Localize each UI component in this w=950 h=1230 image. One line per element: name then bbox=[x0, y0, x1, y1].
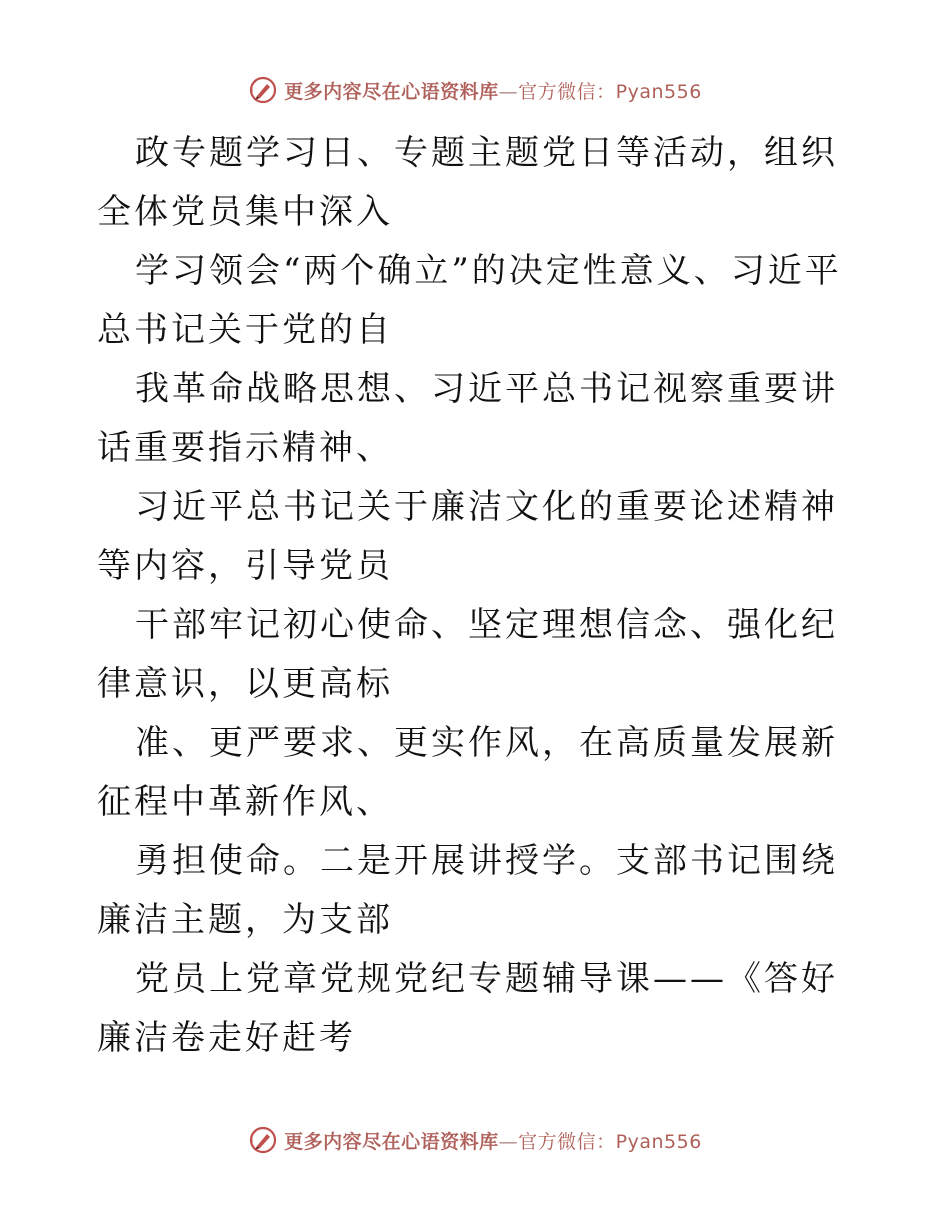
paragraph-3: 我革命战略思想、习近平总书记视察重要讲话重要指示精神、 bbox=[97, 369, 838, 468]
paragraph-8: 党员上党章党规党纪专题辅导课——《答好廉洁卷走好赶考 bbox=[97, 959, 838, 1058]
header-watermark-banner bbox=[0, 70, 950, 110]
pen-nib-logo-icon bbox=[248, 1125, 278, 1155]
document-body bbox=[97, 124, 857, 1068]
footer-watermark-banner bbox=[0, 1120, 950, 1160]
footer-separator: — bbox=[498, 1130, 519, 1153]
header-banner-text bbox=[284, 77, 702, 104]
footer-brand-text: 更多内容尽在心语资料库 bbox=[284, 1130, 499, 1153]
header-separator: — bbox=[498, 80, 519, 103]
paragraph-7: 勇担使命。二是开展讲授学。支部书记围绕廉洁主题，为支部 bbox=[97, 841, 838, 940]
header-contact-text: 官方微信：Pyan556 bbox=[518, 80, 702, 103]
footer-contact-text: 官方微信：Pyan556 bbox=[518, 1130, 702, 1153]
paragraph-5: 干部牢记初心使命、坚定理想信念、强化纪律意识，以更高标 bbox=[97, 605, 838, 704]
pen-nib-logo-icon bbox=[248, 75, 278, 105]
paragraph-1: 政专题学习日、专题主题党日等活动，组织全体党员集中深入 bbox=[97, 133, 838, 232]
paragraph-6: 准、更严要求、更实作风，在高质量发展新征程中革新作风、 bbox=[97, 723, 838, 822]
footer-banner-text bbox=[284, 1127, 702, 1154]
paragraph-4: 习近平总书记关于廉洁文化的重要论述精神等内容，引导党员 bbox=[97, 487, 838, 586]
header-brand-text: 更多内容尽在心语资料库 bbox=[284, 80, 499, 103]
paragraph-2: 学习领会“两个确立”的决定性意义、习近平总书记关于党的自 bbox=[97, 251, 842, 350]
